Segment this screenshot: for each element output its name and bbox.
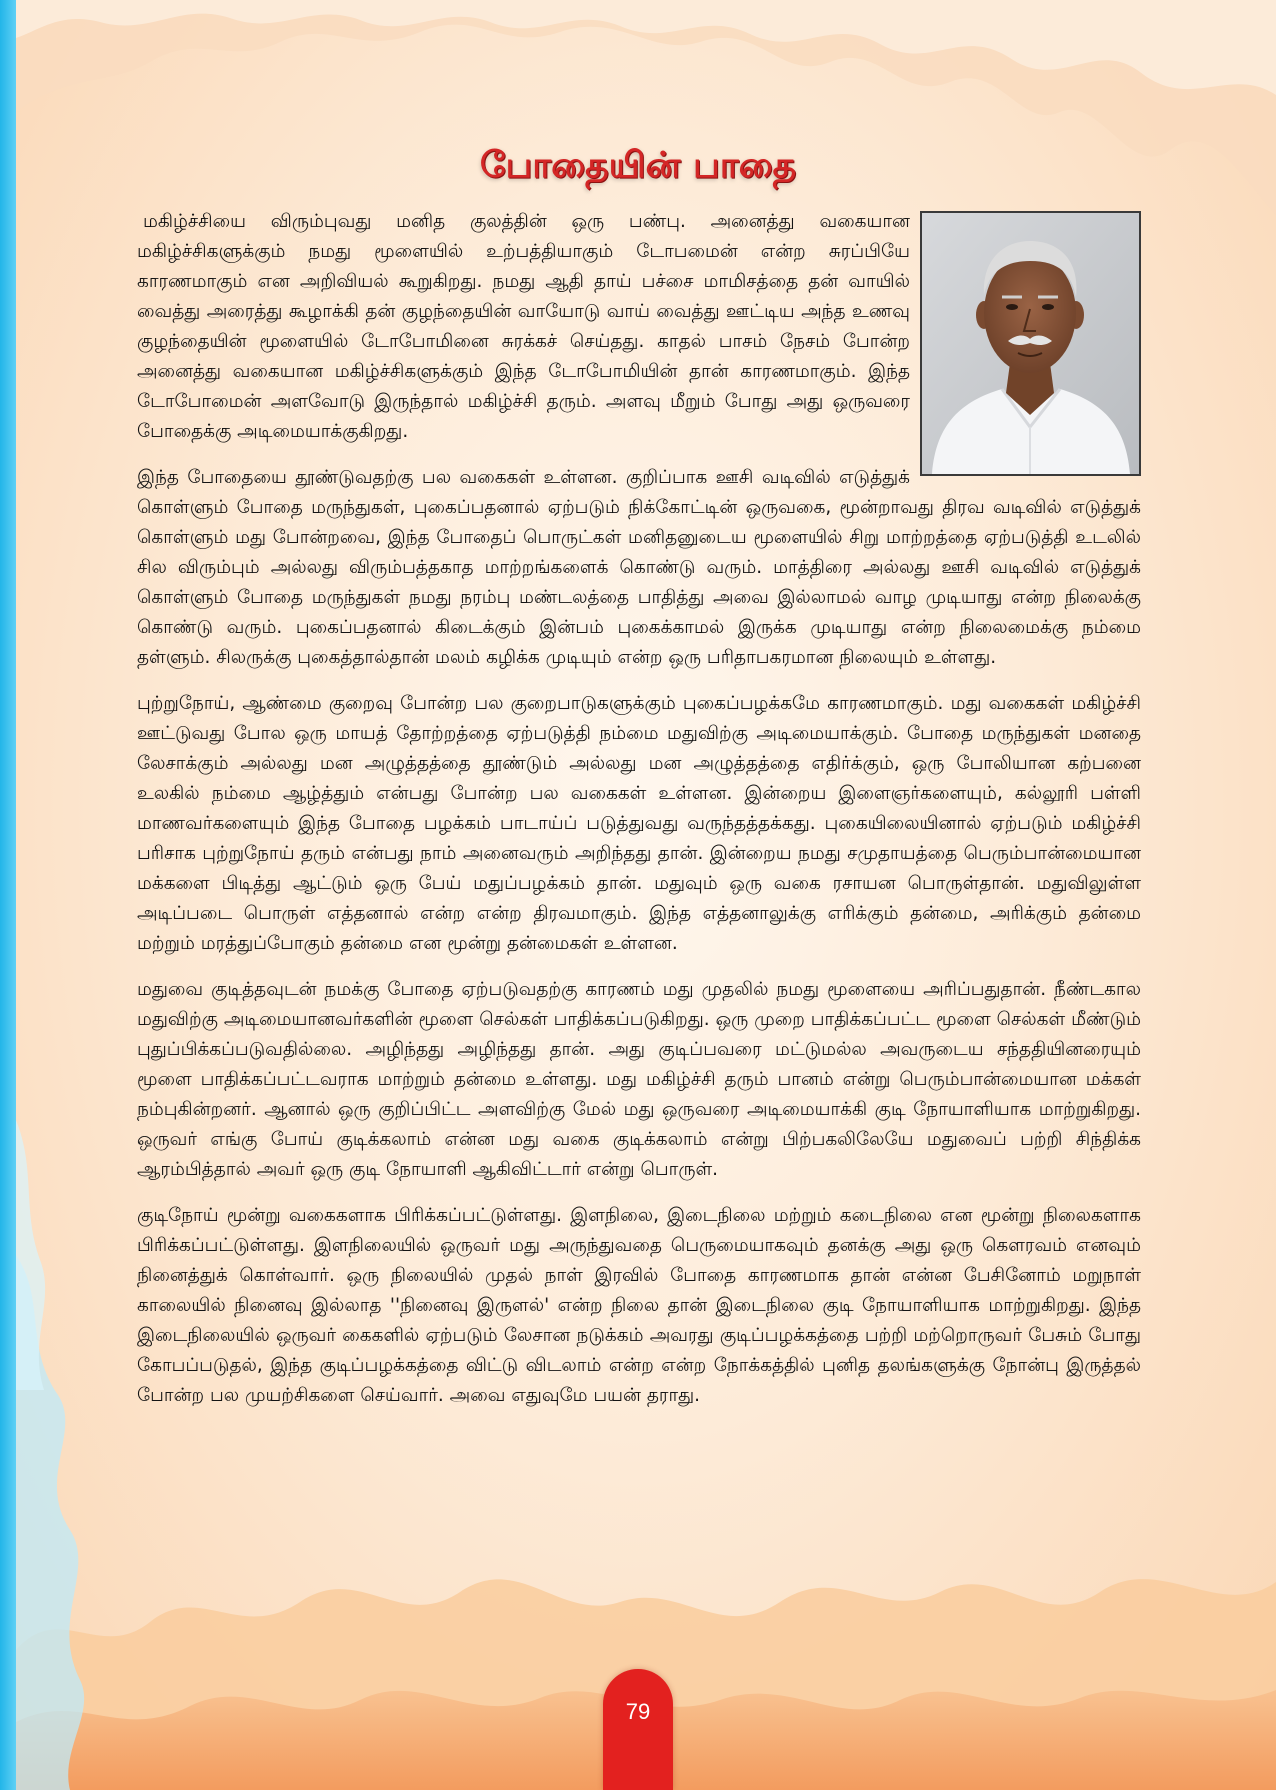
paragraph-4: மதுவை குடித்தவுடன் நமக்கு போதை ஏற்படுவதற்கு காரணம் மது முதலில் நமது மூளையை அரிப்பதுதான். நீண்டகால மதுவிற்கு அடிமையானவர்களின் மூளை செல்கள் பாதிக்கப்படுகிறது. ஒரு முறை பாதிக்கப்பட்ட மூளை செல்கள் மீண்டும் புதுப்பிக்கப்படுவதில்லை. அழிந்தது அழிந்தது தான். அது குடிப்பவரை மட்டுமல்ல அவருடைய சந்ததியினரையும் மூளை பாதிக்கப்பட்டவராக மாற்றும் தன்மை உள்ளது. மது மகிழ்ச்சி தரும் பானம் என்று பெரும்பான்மையான மக்கள் நம்புகின்றனர். ஆனால் ஒரு குறிப்பிட்ட அளவிற்கு மேல் மது ஒருவரை அடிமையாக்கி குடி நோயாளியாக மாற்றுகிறது. ஒருவர் எங்கு போய் குடிக்கலாம் என்ன மது வகை குடிக்கலாம் என்று பிற்பகலிலேயே மதுவைப் பற்றி சிந்திக்க ஆரம்பித்தால் அவர் ஒரு குடி நோயாளி ஆகிவிட்டார் என்று பொருள்.	[137, 979, 1141, 1180]
paragraph-5: குடிநோய் மூன்று வகைகளாக பிரிக்கப்பட்டுள்ளது. இளநிலை, இடைநிலை மற்றும் கடைநிலை என மூன்று நிலைகளாக பிரிக்கப்பட்டுள்ளது. இளநிலையில் ஒருவர் மது அருந்துவதை பெருமையாகவும் தனக்கு அது ஒரு கௌரவம் எனவும் நினைத்துக் கொள்வார். ஒரு நிலையில் முதல் நாள் இரவில் போதை காரணமாக தான் என்ன பேசினோம் மறுநாள் காலையில் நினைவு இல்லாத ''நினைவு இருளல்' என்ற நிலை தான் இடைநிலை குடி நோயாளியாக மாற்றுகிறது. இந்த இடைநிலையில் ஒருவர் கைகளில் ஏற்படும் லேசான நடுக்கம் அவரது குடிப்பழக்கத்தை பற்றி மற்றொருவர் பேசும் போது கோபப்படுதல், இந்த குடிப்பழக்கத்தை விட்டு விடலாம் என்ற என்ற நோக்கத்தில் புனித தலங்களுக்கு நோன்பு இருத்தல் போன்ற பல முயற்சிகளை செய்வார். அவை எதுவுமே பயன் தராது.	[137, 1205, 1141, 1406]
paragraph-1: மகிழ்ச்சியை விரும்புவது மனித குலத்தின் ஒரு பண்பு. அனைத்து வகையான மகிழ்ச்சிகளுக்கும் நமது மூளையில் உற்பத்தியாகும் டோபமைன் என்ற சுரப்பியே காரணமாகும் என அறிவியல் கூறுகிறது. நமது ஆதி தாய் பச்சை மாமிசத்தை தன் வாயில் வைத்து அரைத்து கூழாக்கி தன் குழந்தையின் வாயோடு வாய் வைத்து ஊட்டிய அந்த உணவு குழந்தையின் மூளையில் டோபோமினை சுரக்கச் செய்தது. காதல் பாசம் நேசம் போன்ற அனைத்து வகையான மகிழ்ச்சிகளுக்கும் இந்த டோபோமியின் தான் காரணமாகும். இந்த டோபோமைன் அளவோடு இருந்தால் மகிழ்ச்சி தரும். அளவு மீறும் போது அது ஒருவரை போதைக்கு அடிமையாக்குகிறது.	[137, 211, 910, 442]
left-blue-wave-light	[16, 1120, 45, 1390]
author-photo	[920, 211, 1141, 476]
paragraph-2: இந்த போதையை தூண்டுவதற்கு பல வகைகள் உள்ளன. குறிப்பாக ஊசி வடிவில் எடுத்துக் கொள்ளும் போதை மருந்துகள், புகைப்பதனால் ஏற்படும் நிக்கோட்டின் ஒருவகை, மூன்றாவது திரவ வடிவில் எடுத்துக் கொள்ளும் மது போன்றவை, இந்த போதைப் பொருட்கள் மனிதனுடைய மூளையில் சிறு மாற்றத்தை ஏற்படுத்தி உடலில் சில விரும்பும் அல்லது விரும்பத்தகாத மாற்றங்களைக் கொண்டு வரும். மாத்திரை அல்லது ஊசி வடிவில் எடுத்துக் கொள்ளும் போதை மருந்துகள் நமது நரம்பு மண்டலத்தை பாதித்து அவை இல்லாமல் வாழ முடியாது என்ற நிலைக்கு கொண்டு வரும். புகைப்பதனால் கிடைக்கும் இன்பம் புகைக்காமல் இருக்க முடியாது என்ற நிலைமைக்கு நம்மை தள்ளும். சிலருக்கு புகைத்தால்தான் மலம் கழிக்க முடியும் என்ற ஒரு பரிதாபகரமான நிலையும் உள்ளது.	[137, 467, 1141, 668]
article-title: போதையின் பாதை	[479, 145, 797, 186]
author-portrait-image	[922, 213, 1139, 474]
page-number: 79	[625, 1699, 651, 1724]
article-body	[137, 207, 1141, 1427]
left-edge-strip	[0, 0, 16, 1790]
page-number-badge	[603, 1669, 673, 1790]
paragraph-3: புற்றுநோய், ஆண்மை குறைவு போன்ற பல குறைபாடுகளுக்கும் புகைப்பழக்கமே காரணமாகும். மது வகைகள் மகிழ்ச்சி ஊட்டுவது போல ஒரு மாயத் தோற்றத்தை ஏற்படுத்தி நம்மை மதுவிற்கு அடிமையாக்கும். போதை மருந்துகள் மனதை லேசாக்கும் அல்லது மன அழுத்தத்தை தூண்டும் அல்லது மன அழுத்தத்தை எதிர்க்கும், ஒரு போலியான கற்பனை உலகில் நம்மை ஆழ்த்தும் என்பது போன்ற பல வகைகள் உள்ளன. இன்றைய இளைஞர்களையும், கல்லூரி பள்ளி மாணவர்களையும் இந்த போதை பழக்கம் பாடாய்ப் படுத்துவது வருந்தத்தக்கது. புகையிலையினால் ஏற்படும் மகிழ்ச்சி பரிசாக புற்றுநோய் தரும் என்பது நாம் அனைவரும் அறிந்தது தான். இன்றைய நமது சமுதாயத்தை பெரும்பான்மையான மக்களை பிடித்து ஆட்டும் ஒரு பேய் மதுப்பழக்கம் தான். மதுவும் ஒரு வகை ரசாயன பொருள்தான். மதுவிலுள்ள அடிப்படை பொருள் எத்தனால் என்ற என்ற திரவமாகும். இந்த எத்தனாலுக்கு எரிக்கும் தன்மை, அரிக்கும் தன்மை மற்றும் மரத்துப்போகும் தன்மை என மூன்று தன்மைகள் உள்ளன.	[137, 693, 1142, 954]
